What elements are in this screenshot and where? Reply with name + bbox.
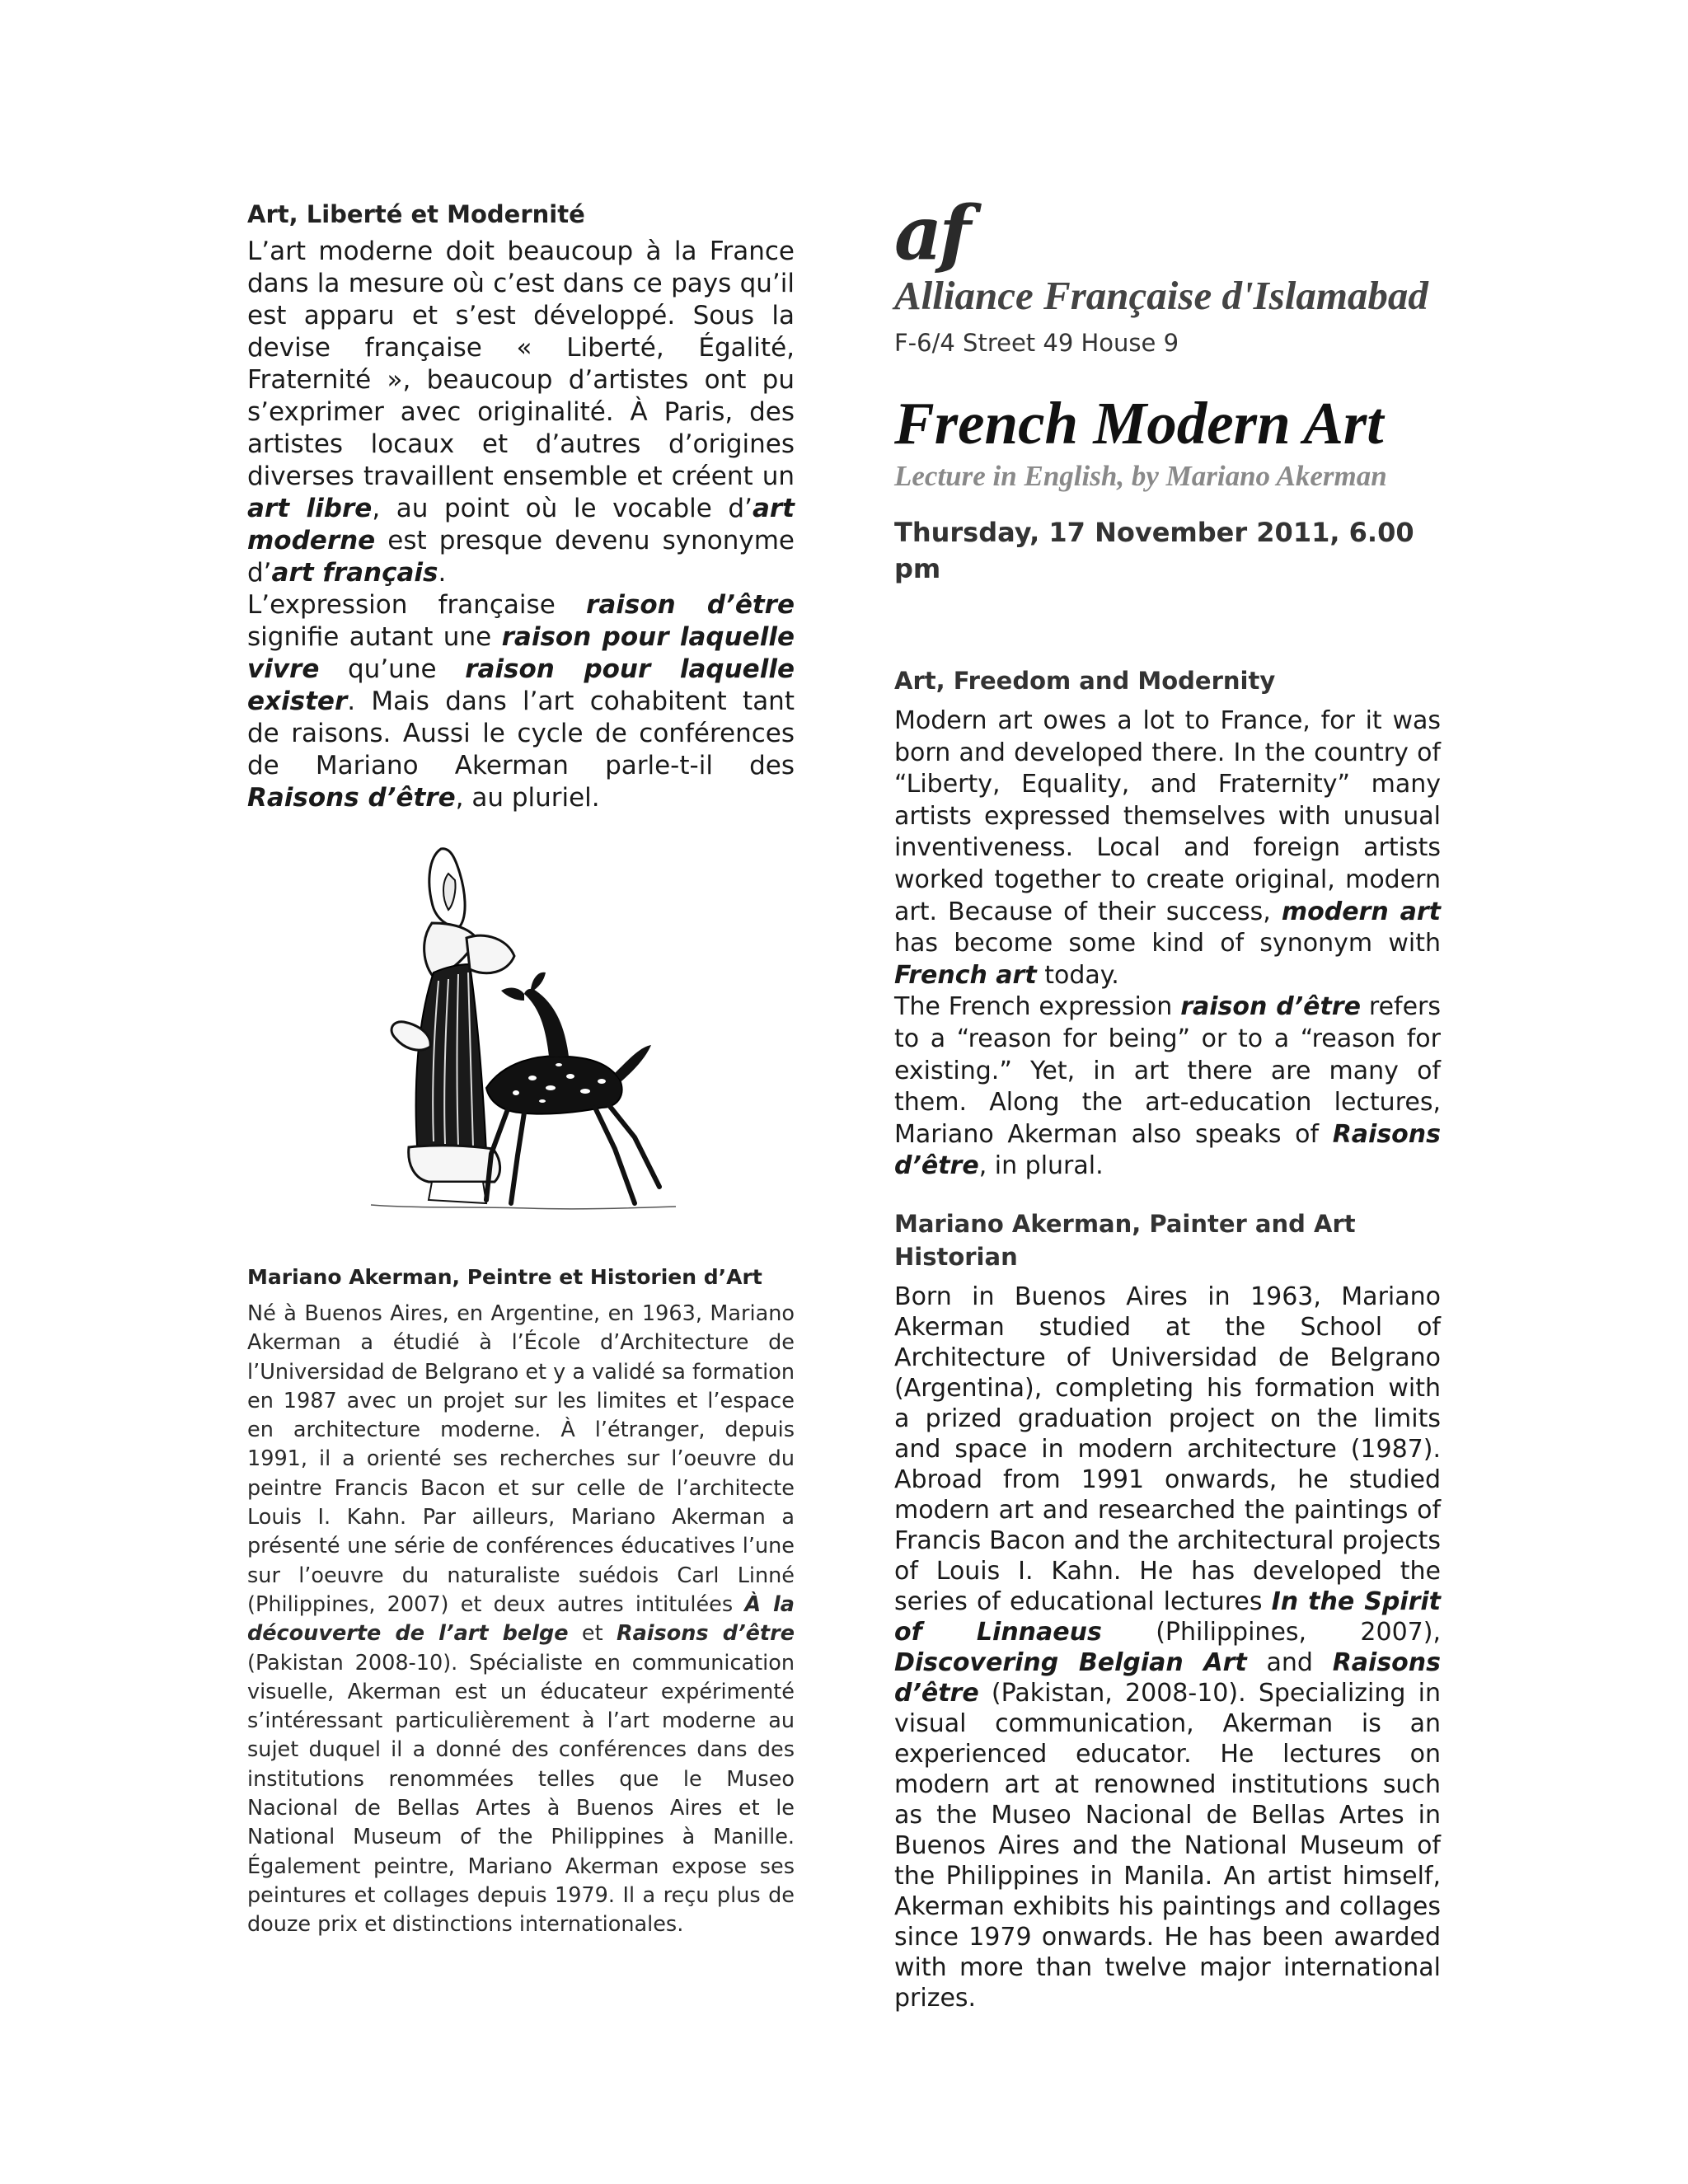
- art-deco-illustration: [363, 841, 692, 1220]
- french-paragraph-1: L’art moderne doit beaucoup à la France dans la mesure où c’est dans ce pays qu’il est apparu et s’est développé. Sous la devise française « Liberté, Égalité, Fraternité », beaucoup d’artistes ont pu s’exprimer avec originalité. À Paris, des artistes locaux et d’autres d’origines diverses travaillent ensemble et créent un art libre, au point où le vocable d’art moderne est presque devenu synonyme d’art français.: [247, 237, 795, 588]
- deer-neck: [524, 989, 569, 1057]
- emphasis-text: raison d’être: [1180, 992, 1361, 1022]
- emphasis-text: Raisons d’être: [894, 1647, 1441, 1708]
- english-bio-text: Born in Buenos Aires in 1963, Mariano Akerman studied at the School of Architecture of Universidad de Belgrano (Argentina), completing his formation with a prized graduation project on the limits and space in modern architecture (1987). Abroad from 1991 onwards, he studied modern art and researched the paintings of Francis Bacon and the architectural projects of Louis I. Kahn. He has developed the series of educational lectures In the Spirit of Linnaeus (Philippines, 2007), Discovering Belgian Art and Raisons d’être (Pakistan, 2008-10). Specializing in visual communication, Akerman is an experienced educator. He lectures on modern art at renowned institutions such as the Museo Nacional de Bellas Artes in Buenos Aires and the National Museum of the Philippines in Manila. An artist himself, Akerman exhibits his paintings and collages since 1979 onwards. He has been awarded with more than twelve major international prizes.: [894, 1282, 1441, 2013]
- emphasis-text: art libre: [247, 494, 373, 523]
- emphasis-text: art moderne: [247, 494, 795, 555]
- english-paragraph-1: Modern art owes a lot to France, for it was born and developed there. In the country of “Liberty, Equality, and Fraternity” many artists expressed themselves with unusual inventiveness. Local and foreign artists worked together to create original, modern art. Because of their success, modern art has become some kind of synonym with French art today.: [894, 706, 1441, 990]
- emphasis-text: raison d’être: [586, 590, 795, 620]
- event-date: Thursday, 17 November 2011, 6.00 pm: [894, 517, 1414, 584]
- figure-fur-hem: [409, 1146, 500, 1182]
- english-column: [894, 190, 1442, 2013]
- address: F-6/4 Street 49 House 9: [894, 329, 1179, 357]
- emphasis-text: Raisons d’être: [616, 1621, 795, 1647]
- emphasis-text: À la découverte de l’art belge: [247, 1591, 795, 1647]
- emphasis-text: raison pour laquelle exister: [247, 654, 795, 716]
- deer-body: [486, 1056, 622, 1113]
- figure-coat: [416, 964, 486, 1152]
- english-paragraph-2: The French expression raison d’être refers to a “reason for being” or to a “reason for existing.” Yet, in art there are many of them. Along the art-education lectures, Mariano Akerman also speaks of Raisons d’être, in plural.: [894, 992, 1442, 1181]
- emphasis-text: Raisons d’être: [894, 1119, 1441, 1181]
- event-title: French Modern Art: [894, 390, 1384, 457]
- emphasis-text: art français: [271, 558, 438, 588]
- deer-ear: [531, 972, 546, 992]
- emphasis-text: French art: [894, 960, 1037, 990]
- figure-feet: [429, 1182, 486, 1203]
- ground-line: [371, 1205, 676, 1209]
- english-bio-heading: Mariano Akerman, Painter and Art Historian: [894, 1209, 1356, 1271]
- af-logo: af: [894, 190, 968, 277]
- figure-muff: [467, 935, 514, 973]
- french-bio-text: Né à Buenos Aires, en Argentine, en 1963, Mariano Akerman a étudié à l’École d’Architecture de l’Universidad de Belgrano et y a validé sa formation en 1987 avec un projet sur les limites et l’espace en architecture moderne. À l’étranger, depuis 1991, il a orienté ses recherches sur l’oeuvre du peintre Francis Bacon et sur celle de l’architecte Louis I. Kahn. Par ailleurs, Mariano Akerman a présenté une série de conférences éducatives l’une sur l’oeuvre du naturaliste suédois Carl Linné (Philippines, 2007) et deux autres intitulées À la découverte de l’art belge et Raisons d’être (Pakistan 2008-10). Spécialiste en communication visuelle, Akerman est un éducateur expérimenté s’intéressant particulièrement à l’art moderne au sujet duquel il a donné des conférences dans des institutions renommées telles que le Museo Nacional de Bellas Artes à Buenos Aires et le National Museum of the Philippines à Manille. Également peintre, Mariano Akerman expose ses peintures et collages depuis 1979. Il a reçu plus de douze prix et distinctions internationales.: [247, 1301, 795, 1938]
- french-heading: Art, Liberté et Modernité: [247, 200, 585, 228]
- french-paragraph-2: L’expression française raison d’être signifie autant une raison pour laquelle vivre qu’une raison pour laquelle exister. Mais dans l’art cohabitent tant de raisons. Aussi le cycle de conférences de Mariano Akerman parle-t-il des Raisons d’être, au pluriel.: [247, 590, 795, 813]
- emphasis-text: modern art: [1281, 897, 1441, 926]
- english-heading: Art, Freedom and Modernity: [894, 667, 1276, 695]
- organization-name: Alliance Française d'Islamabad: [894, 273, 1428, 318]
- deer-head: [501, 988, 524, 1001]
- french-column: [247, 198, 795, 814]
- french-bio: [247, 1263, 795, 1940]
- emphasis-text: Raisons d’être: [247, 783, 456, 813]
- french-bio-heading: Mariano Akerman, Peintre et Historien d’Art: [247, 1265, 762, 1289]
- deer-legs: [486, 1104, 659, 1203]
- emphasis-text: raison pour laquelle vivre: [247, 622, 795, 684]
- emphasis-text: Discovering Belgian Art: [894, 1647, 1247, 1677]
- deer-tail: [615, 1045, 651, 1081]
- event-subtitle: Lecture in English, by Mariano Akerman: [894, 460, 1387, 492]
- emphasis-text: In the Spirit of Linnaeus: [894, 1586, 1441, 1647]
